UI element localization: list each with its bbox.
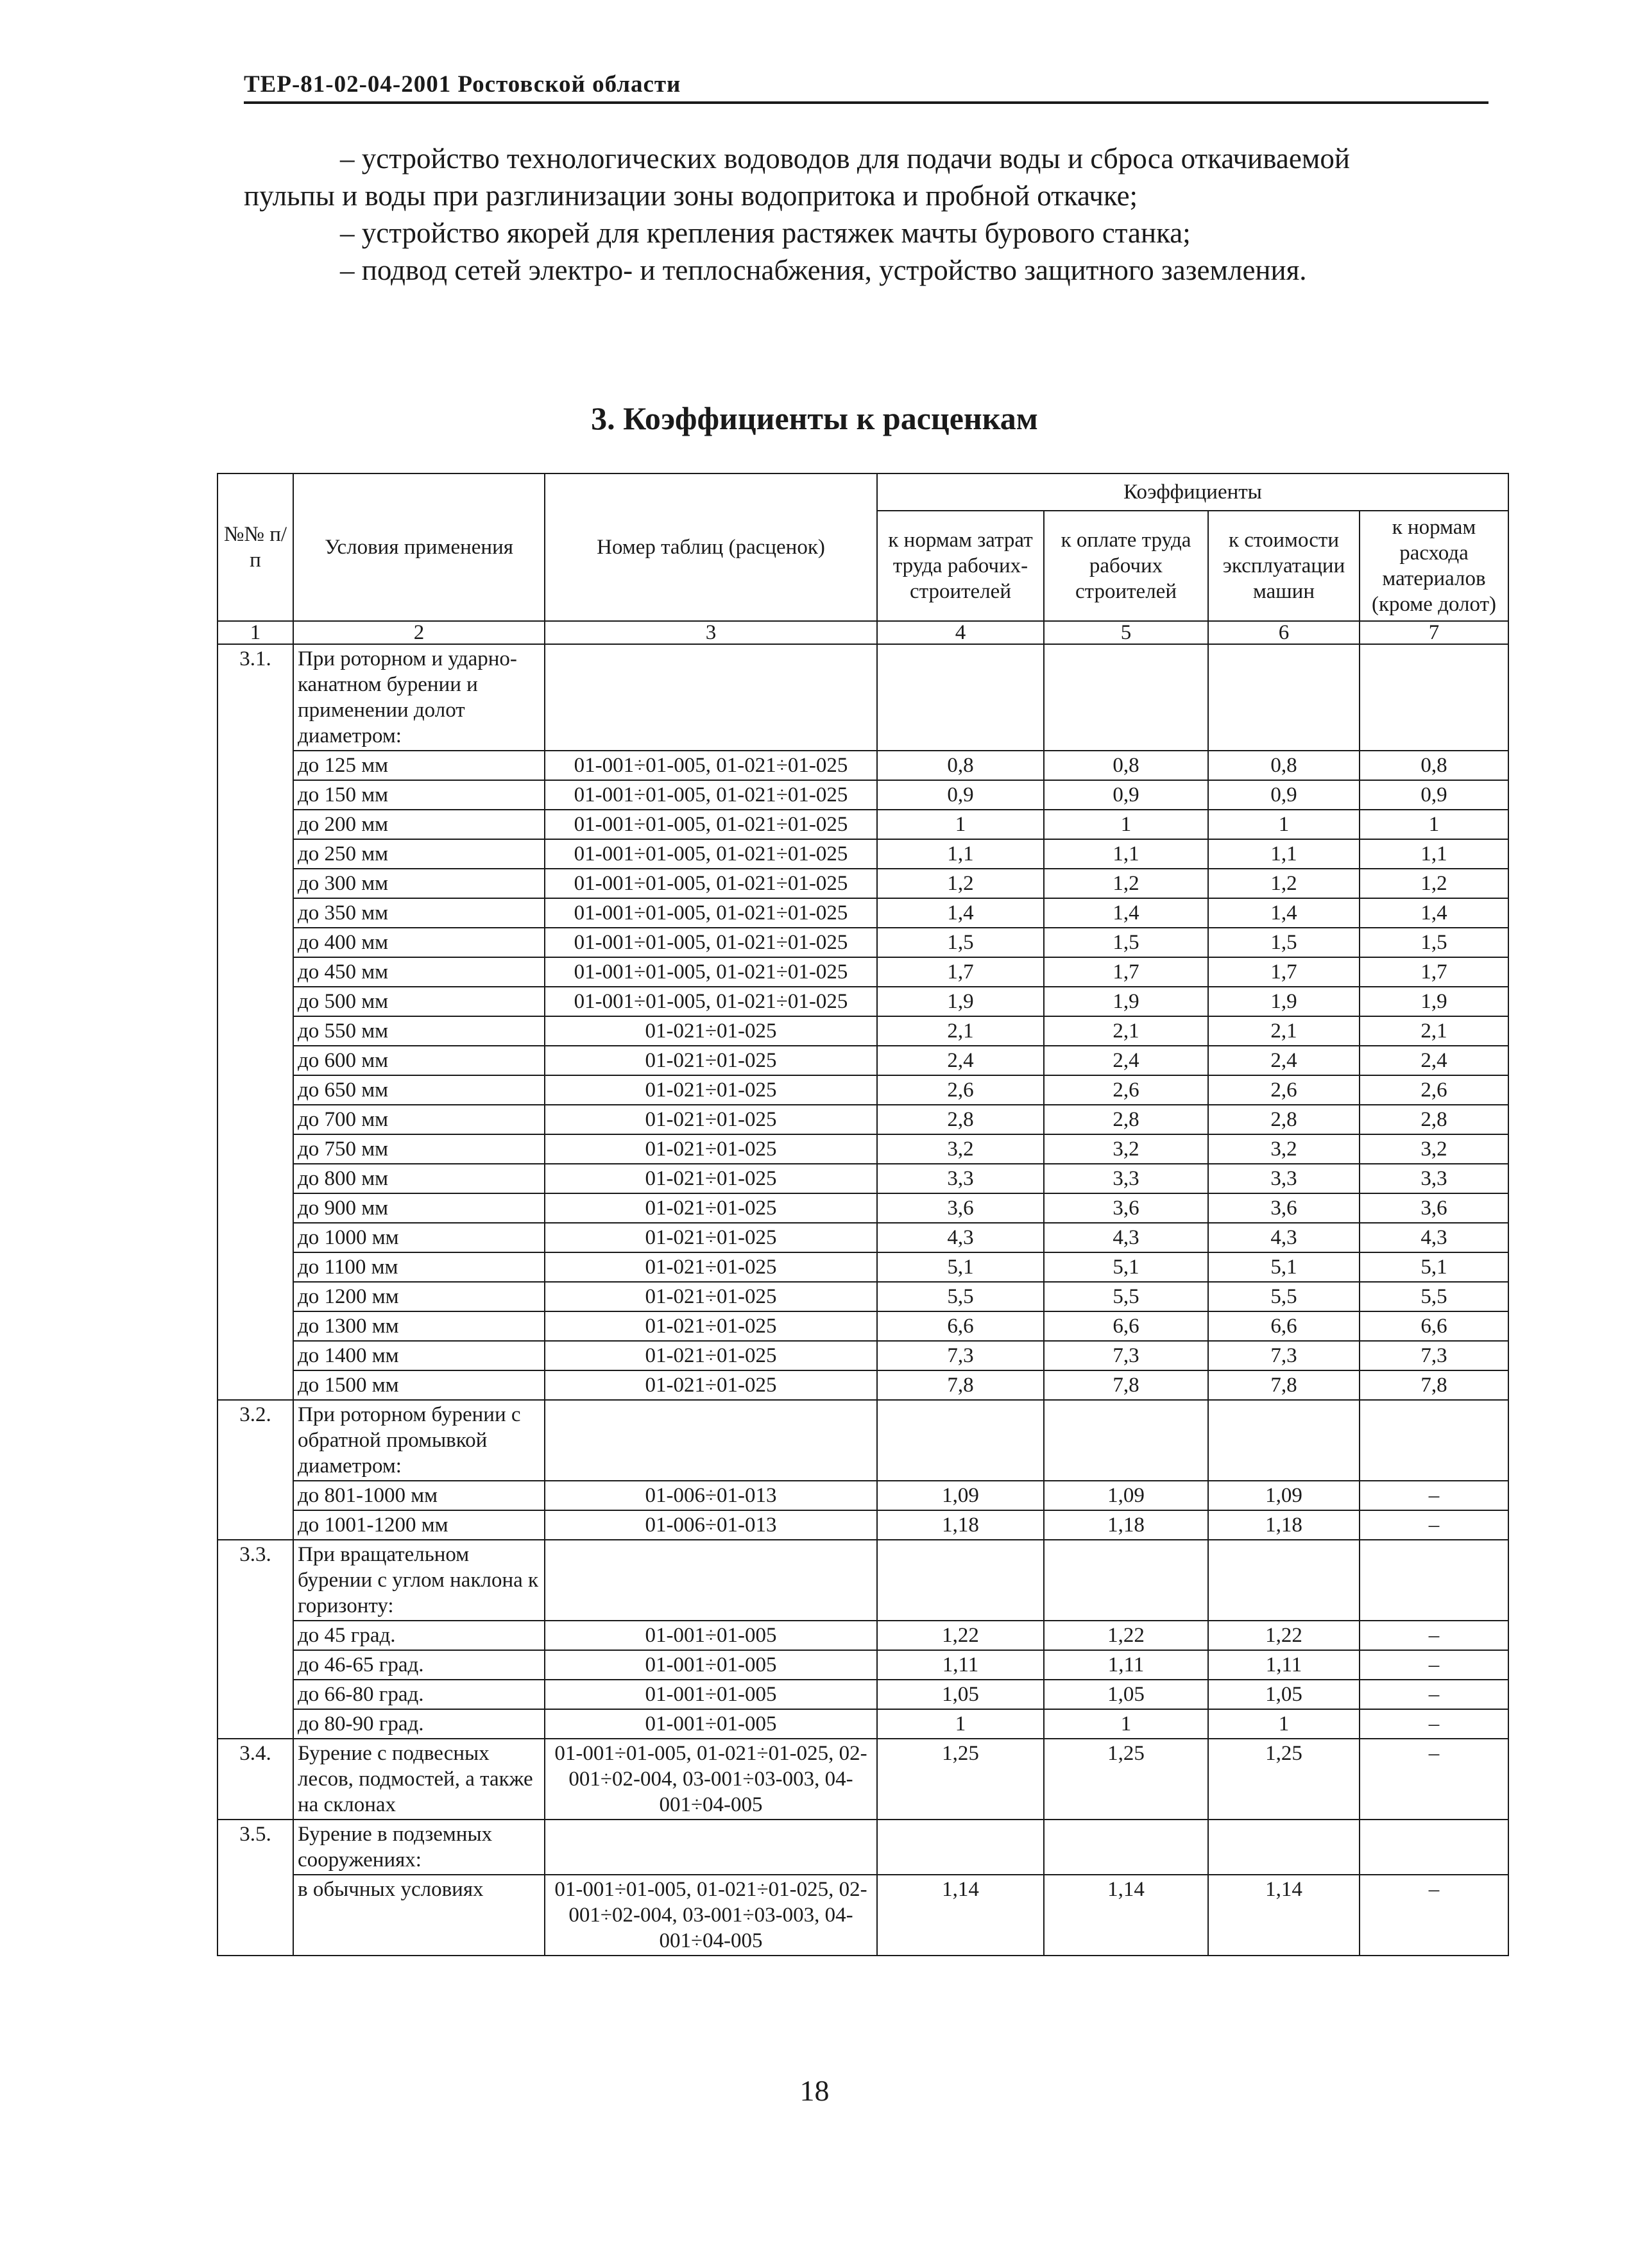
header-tables: Номер таблиц (расценок) [545, 473, 877, 621]
materials-coef-cell: 0,8 [1360, 751, 1508, 780]
condition-cell: до 1300 мм [293, 1311, 545, 1341]
section-title: 3. Коэффициенты к расценкам [591, 400, 1038, 436]
tables-cell: 01-021÷01-025 [545, 1164, 877, 1193]
machines-coef-cell: 1,18 [1208, 1510, 1360, 1540]
condition-cell: до 700 мм [293, 1105, 545, 1134]
pay-coef-cell: 1,9 [1044, 987, 1208, 1016]
empty-cell [545, 644, 877, 751]
labor-coef-cell: 1 [877, 810, 1044, 839]
machines-coef-cell: 1,05 [1208, 1680, 1360, 1709]
pay-coef-cell: 3,6 [1044, 1193, 1208, 1223]
header-conditions: Условия применения [293, 473, 545, 621]
materials-coef-cell: – [1360, 1709, 1508, 1739]
tables-cell: 01-021÷01-025 [545, 1282, 877, 1311]
tables-cell: 01-021÷01-025 [545, 1223, 877, 1252]
group-title-row [217, 1820, 1508, 1875]
condition-cell: до 1000 мм [293, 1223, 545, 1252]
table-row [217, 1311, 1508, 1341]
machines-coef-cell: 1,2 [1208, 869, 1360, 898]
tables-cell: 01-021÷01-025 [545, 1193, 877, 1223]
materials-coef-cell: – [1360, 1650, 1508, 1680]
materials-coef-cell: 1,7 [1360, 957, 1508, 987]
labor-coef-cell: 1,4 [877, 898, 1044, 928]
table-row [217, 1105, 1508, 1134]
condition-cell: до 1500 мм [293, 1370, 545, 1400]
empty-cell [877, 1540, 1044, 1621]
table-row [217, 1252, 1508, 1282]
column-number: 7 [1360, 621, 1508, 644]
empty-cell [1208, 1400, 1360, 1481]
header-materials: к нормам расхода материалов (кроме долот) [1360, 511, 1508, 621]
intro-line: – устройство якорей для крепления растяжек мачты бурового станка; [340, 217, 1191, 249]
tables-cell: 01-021÷01-025 [545, 1370, 877, 1400]
condition-cell: до 900 мм [293, 1193, 545, 1223]
pay-coef-cell: 6,6 [1044, 1311, 1208, 1341]
tables-cell: 01-001÷01-005, 01-021÷01-025 [545, 928, 877, 957]
table-row [217, 780, 1508, 810]
table-row [217, 751, 1508, 780]
item-number: 3.5. [217, 1820, 293, 1956]
pay-coef-cell: 3,2 [1044, 1134, 1208, 1164]
machines-coef-cell: 1,14 [1208, 1875, 1360, 1956]
empty-cell [1360, 644, 1508, 751]
labor-coef-cell: 1,11 [877, 1650, 1044, 1680]
table-row [217, 1875, 1508, 1956]
pay-coef-cell: 3,3 [1044, 1164, 1208, 1193]
column-number: 5 [1044, 621, 1208, 644]
tables-cell: 01-021÷01-025 [545, 1252, 877, 1282]
pay-coef-cell: 4,3 [1044, 1223, 1208, 1252]
table-row [217, 987, 1508, 1016]
machines-coef-cell: 1,9 [1208, 987, 1360, 1016]
labor-coef-cell: 2,1 [877, 1016, 1044, 1046]
labor-coef-cell: 7,3 [877, 1341, 1044, 1370]
pay-coef-cell: 1,09 [1044, 1481, 1208, 1510]
materials-coef-cell: 0,9 [1360, 780, 1508, 810]
pay-coef-cell: 2,4 [1044, 1046, 1208, 1075]
machines-coef-cell: 7,8 [1208, 1370, 1360, 1400]
pay-coef-cell: 1,7 [1044, 957, 1208, 987]
condition-cell: до 500 мм [293, 987, 545, 1016]
group-title-row [217, 1540, 1508, 1621]
materials-coef-cell: 1,5 [1360, 928, 1508, 957]
labor-coef-cell: 7,8 [877, 1370, 1044, 1400]
tables-cell: 01-001÷01-005 [545, 1680, 877, 1709]
materials-coef-cell: 1,4 [1360, 898, 1508, 928]
condition-cell: до 600 мм [293, 1046, 545, 1075]
machines-coef-cell: 0,8 [1208, 751, 1360, 780]
materials-coef-cell: – [1360, 1621, 1508, 1650]
table-row [217, 1739, 1508, 1820]
pay-coef-cell: 1,22 [1044, 1621, 1208, 1650]
table-row [217, 1016, 1508, 1046]
labor-coef-cell: 1,14 [877, 1875, 1044, 1956]
pay-coef-cell: 7,8 [1044, 1370, 1208, 1400]
machines-coef-cell: 1,5 [1208, 928, 1360, 957]
machines-coef-cell: 3,2 [1208, 1134, 1360, 1164]
condition-cell: до 801-1000 мм [293, 1481, 545, 1510]
labor-coef-cell: 1,22 [877, 1621, 1044, 1650]
materials-coef-cell: – [1360, 1875, 1508, 1956]
table-row [217, 1046, 1508, 1075]
table-row [217, 1341, 1508, 1370]
labor-coef-cell: 0,8 [877, 751, 1044, 780]
pay-coef-cell: 1,25 [1044, 1739, 1208, 1820]
labor-coef-cell: 6,6 [877, 1311, 1044, 1341]
empty-cell [1044, 1540, 1208, 1621]
pay-coef-cell: 1 [1044, 1709, 1208, 1739]
item-number: 3.1. [217, 644, 293, 1400]
materials-coef-cell: 3,2 [1360, 1134, 1508, 1164]
condition-cell: до 46-65 град. [293, 1650, 545, 1680]
table-row [217, 1621, 1508, 1650]
empty-cell [1208, 644, 1360, 751]
labor-coef-cell: 3,3 [877, 1164, 1044, 1193]
table-row [217, 1680, 1508, 1709]
pay-coef-cell: 1,1 [1044, 839, 1208, 869]
header-pay: к оплате труда рабочих строителей [1044, 511, 1208, 621]
table-row [217, 898, 1508, 928]
condition-cell: до 400 мм [293, 928, 545, 957]
tables-cell: 01-001÷01-005, 01-021÷01-025 [545, 898, 877, 928]
labor-coef-cell: 1,2 [877, 869, 1044, 898]
table-row [217, 1164, 1508, 1193]
pay-coef-cell: 1,2 [1044, 869, 1208, 898]
pay-coef-cell: 5,5 [1044, 1282, 1208, 1311]
empty-cell [1360, 1540, 1508, 1621]
tables-cell: 01-021÷01-025 [545, 1105, 877, 1134]
header-labor: к нормам затрат труда рабочих-строителей [877, 511, 1044, 621]
pay-coef-cell: 1,18 [1044, 1510, 1208, 1540]
pay-coef-cell: 1,11 [1044, 1650, 1208, 1680]
column-number: 1 [217, 621, 293, 644]
condition-cell: до 1001-1200 мм [293, 1510, 545, 1540]
labor-coef-cell: 5,5 [877, 1282, 1044, 1311]
materials-coef-cell: – [1360, 1739, 1508, 1820]
pay-coef-cell: 1,4 [1044, 898, 1208, 928]
machines-coef-cell: 3,3 [1208, 1164, 1360, 1193]
materials-coef-cell: 7,8 [1360, 1370, 1508, 1400]
table-row [217, 1075, 1508, 1105]
machines-coef-cell: 1,25 [1208, 1739, 1360, 1820]
labor-coef-cell: 1,05 [877, 1680, 1044, 1709]
empty-cell [545, 1540, 877, 1621]
machines-coef-cell: 1,09 [1208, 1481, 1360, 1510]
materials-coef-cell: 6,6 [1360, 1311, 1508, 1341]
tables-cell: 01-001÷01-005, 01-021÷01-025 [545, 957, 877, 987]
labor-coef-cell: 3,2 [877, 1134, 1044, 1164]
materials-coef-cell: – [1360, 1481, 1508, 1510]
machines-coef-cell: 2,8 [1208, 1105, 1360, 1134]
column-number: 6 [1208, 621, 1360, 644]
pay-coef-cell: 1,5 [1044, 928, 1208, 957]
group-title: При роторном бурении с обратной промывкой диаметром: [293, 1400, 545, 1481]
tables-cell: 01-001÷01-005, 01-021÷01-025, 02-001÷02-004, 03-001÷03-003, 04-001÷04-005 [545, 1875, 877, 1956]
pay-coef-cell: 5,1 [1044, 1252, 1208, 1282]
group-title: Бурение в подземных сооружениях: [293, 1820, 545, 1875]
table-row [217, 1709, 1508, 1739]
condition-cell: до 80-90 град. [293, 1709, 545, 1739]
condition-cell: до 150 мм [293, 780, 545, 810]
machines-coef-cell: 2,6 [1208, 1075, 1360, 1105]
condition-cell: до 550 мм [293, 1016, 545, 1046]
table-row [217, 810, 1508, 839]
empty-cell [1044, 1820, 1208, 1875]
tables-cell: 01-021÷01-025 [545, 1046, 877, 1075]
pay-coef-cell: 2,6 [1044, 1075, 1208, 1105]
condition-cell: до 45 град. [293, 1621, 545, 1650]
materials-coef-cell: 1,9 [1360, 987, 1508, 1016]
column-number: 2 [293, 621, 545, 644]
item-number: 3.2. [217, 1400, 293, 1540]
pay-coef-cell: 2,1 [1044, 1016, 1208, 1046]
table-row [217, 1650, 1508, 1680]
tables-cell: 01-001÷01-005, 01-021÷01-025 [545, 780, 877, 810]
empty-cell [1208, 1820, 1360, 1875]
condition-cell: до 200 мм [293, 810, 545, 839]
machines-coef-cell: 3,6 [1208, 1193, 1360, 1223]
labor-coef-cell: 2,8 [877, 1105, 1044, 1134]
labor-coef-cell: 1,25 [877, 1739, 1044, 1820]
document-code: ТЕР-81-02-04-2001 Ростовской области [244, 71, 681, 98]
column-number: 3 [545, 621, 877, 644]
condition-cell: до 650 мм [293, 1075, 545, 1105]
labor-coef-cell: 4,3 [877, 1223, 1044, 1252]
labor-coef-cell: 1,09 [877, 1481, 1044, 1510]
item-number: 3.4. [217, 1739, 293, 1820]
empty-cell [877, 644, 1044, 751]
condition-cell: до 300 мм [293, 869, 545, 898]
condition-cell: до 125 мм [293, 751, 545, 780]
materials-coef-cell: 5,5 [1360, 1282, 1508, 1311]
tables-cell: 01-001÷01-005, 01-021÷01-025, 02-001÷02-004, 03-001÷03-003, 04-001÷04-005 [545, 1739, 877, 1820]
intro-line: – устройство технологических водоводов для подачи воды и сброса откачиваемой [340, 142, 1350, 175]
coefficients-table [217, 473, 1509, 1956]
item-number: 3.3. [217, 1540, 293, 1739]
condition-cell: до 800 мм [293, 1164, 545, 1193]
materials-coef-cell: 2,6 [1360, 1075, 1508, 1105]
condition-cell: Бурение с подвесных лесов, подмостей, а также на склонах [293, 1739, 545, 1820]
machines-coef-cell: 1,4 [1208, 898, 1360, 928]
materials-coef-cell: 1,2 [1360, 869, 1508, 898]
labor-coef-cell: 1,5 [877, 928, 1044, 957]
labor-coef-cell: 1,1 [877, 839, 1044, 869]
table-row [217, 1282, 1508, 1311]
page-header [244, 69, 1488, 104]
labor-coef-cell: 3,6 [877, 1193, 1044, 1223]
machines-coef-cell: 5,1 [1208, 1252, 1360, 1282]
materials-coef-cell: 1 [1360, 810, 1508, 839]
machines-coef-cell: 1 [1208, 1709, 1360, 1739]
table-row [217, 1134, 1508, 1164]
materials-coef-cell: 5,1 [1360, 1252, 1508, 1282]
group-title: При вращательном бурении с углом наклона к горизонту: [293, 1540, 545, 1621]
condition-cell: до 750 мм [293, 1134, 545, 1164]
tables-cell: 01-021÷01-025 [545, 1075, 877, 1105]
machines-coef-cell: 1,1 [1208, 839, 1360, 869]
condition-cell: до 1100 мм [293, 1252, 545, 1282]
intro-line: пульпы и воды при разглинизации зоны водопритока и пробной откачке; [244, 180, 1138, 212]
pay-coef-cell: 1,14 [1044, 1875, 1208, 1956]
table-row [217, 869, 1508, 898]
tables-cell: 01-021÷01-025 [545, 1341, 877, 1370]
machines-coef-cell: 1,11 [1208, 1650, 1360, 1680]
condition-cell: до 350 мм [293, 898, 545, 928]
table-row [217, 1481, 1508, 1510]
tables-cell: 01-006÷01-013 [545, 1481, 877, 1510]
condition-cell: до 66-80 град. [293, 1680, 545, 1709]
tables-cell: 01-001÷01-005, 01-021÷01-025 [545, 869, 877, 898]
column-numbers-row [217, 621, 1508, 644]
pay-coef-cell: 0,8 [1044, 751, 1208, 780]
machines-coef-cell: 5,5 [1208, 1282, 1360, 1311]
empty-cell [545, 1820, 877, 1875]
materials-coef-cell: 3,6 [1360, 1193, 1508, 1223]
machines-coef-cell: 4,3 [1208, 1223, 1360, 1252]
machines-coef-cell: 1 [1208, 810, 1360, 839]
labor-coef-cell: 1,9 [877, 987, 1044, 1016]
materials-coef-cell: – [1360, 1680, 1508, 1709]
empty-cell [877, 1820, 1044, 1875]
materials-coef-cell: 2,4 [1360, 1046, 1508, 1075]
labor-coef-cell: 1 [877, 1709, 1044, 1739]
pay-coef-cell: 2,8 [1044, 1105, 1208, 1134]
tables-cell: 01-001÷01-005 [545, 1709, 877, 1739]
materials-coef-cell: 2,1 [1360, 1016, 1508, 1046]
pay-coef-cell: 1,05 [1044, 1680, 1208, 1709]
pay-coef-cell: 0,9 [1044, 780, 1208, 810]
labor-coef-cell: 2,4 [877, 1046, 1044, 1075]
table-row [217, 1510, 1508, 1540]
tables-cell: 01-021÷01-025 [545, 1016, 877, 1046]
condition-cell: до 1200 мм [293, 1282, 545, 1311]
labor-coef-cell: 1,7 [877, 957, 1044, 987]
tables-cell: 01-001÷01-005 [545, 1621, 877, 1650]
tables-cell: 01-001÷01-005 [545, 1650, 877, 1680]
labor-coef-cell: 0,9 [877, 780, 1044, 810]
empty-cell [1208, 1540, 1360, 1621]
empty-cell [1360, 1820, 1508, 1875]
empty-cell [1044, 644, 1208, 751]
tables-cell: 01-001÷01-005, 01-021÷01-025 [545, 751, 877, 780]
machines-coef-cell: 2,4 [1208, 1046, 1360, 1075]
materials-coef-cell: 4,3 [1360, 1223, 1508, 1252]
column-number: 4 [877, 621, 1044, 644]
tables-cell: 01-001÷01-005, 01-021÷01-025 [545, 810, 877, 839]
machines-coef-cell: 7,3 [1208, 1341, 1360, 1370]
machines-coef-cell: 6,6 [1208, 1311, 1360, 1341]
intro-text [244, 140, 1501, 289]
empty-cell [545, 1400, 877, 1481]
empty-cell [1044, 1400, 1208, 1481]
condition-cell: до 250 мм [293, 839, 545, 869]
tables-cell: 01-021÷01-025 [545, 1134, 877, 1164]
machines-coef-cell: 2,1 [1208, 1016, 1360, 1046]
header-machines: к стоимости эксплуатации машин [1208, 511, 1360, 621]
table-row [217, 1370, 1508, 1400]
tables-cell: 01-006÷01-013 [545, 1510, 877, 1540]
page-number: 18 [799, 2074, 830, 2107]
pay-coef-cell: 1 [1044, 810, 1208, 839]
group-title: При роторном и ударно-канатном бурении и применении долот диаметром: [293, 644, 545, 751]
labor-coef-cell: 1,18 [877, 1510, 1044, 1540]
machines-coef-cell: 0,9 [1208, 780, 1360, 810]
materials-coef-cell: – [1360, 1510, 1508, 1540]
group-title-row [217, 1400, 1508, 1481]
table-row [217, 839, 1508, 869]
materials-coef-cell: 1,1 [1360, 839, 1508, 869]
tables-cell: 01-021÷01-025 [545, 1311, 877, 1341]
materials-coef-cell: 3,3 [1360, 1164, 1508, 1193]
header-num: №№ п/п [217, 473, 293, 621]
tables-cell: 01-001÷01-005, 01-021÷01-025 [545, 839, 877, 869]
condition-cell: в обычных условиях [293, 1875, 545, 1956]
pay-coef-cell: 7,3 [1044, 1341, 1208, 1370]
condition-cell: до 1400 мм [293, 1341, 545, 1370]
table-row [217, 1193, 1508, 1223]
labor-coef-cell: 2,6 [877, 1075, 1044, 1105]
intro-line: – подвод сетей электро- и теплоснабжения, устройство защитного заземления. [340, 254, 1307, 286]
materials-coef-cell: 2,8 [1360, 1105, 1508, 1134]
machines-coef-cell: 1,7 [1208, 957, 1360, 987]
machines-coef-cell: 1,22 [1208, 1621, 1360, 1650]
materials-coef-cell: 7,3 [1360, 1341, 1508, 1370]
group-title-row [217, 644, 1508, 751]
empty-cell [1360, 1400, 1508, 1481]
table-row [217, 1223, 1508, 1252]
tables-cell: 01-001÷01-005, 01-021÷01-025 [545, 987, 877, 1016]
empty-cell [877, 1400, 1044, 1481]
table-row [217, 928, 1508, 957]
condition-cell: до 450 мм [293, 957, 545, 987]
table-row [217, 957, 1508, 987]
header-coefficients: Коэффициенты [877, 473, 1508, 511]
labor-coef-cell: 5,1 [877, 1252, 1044, 1282]
